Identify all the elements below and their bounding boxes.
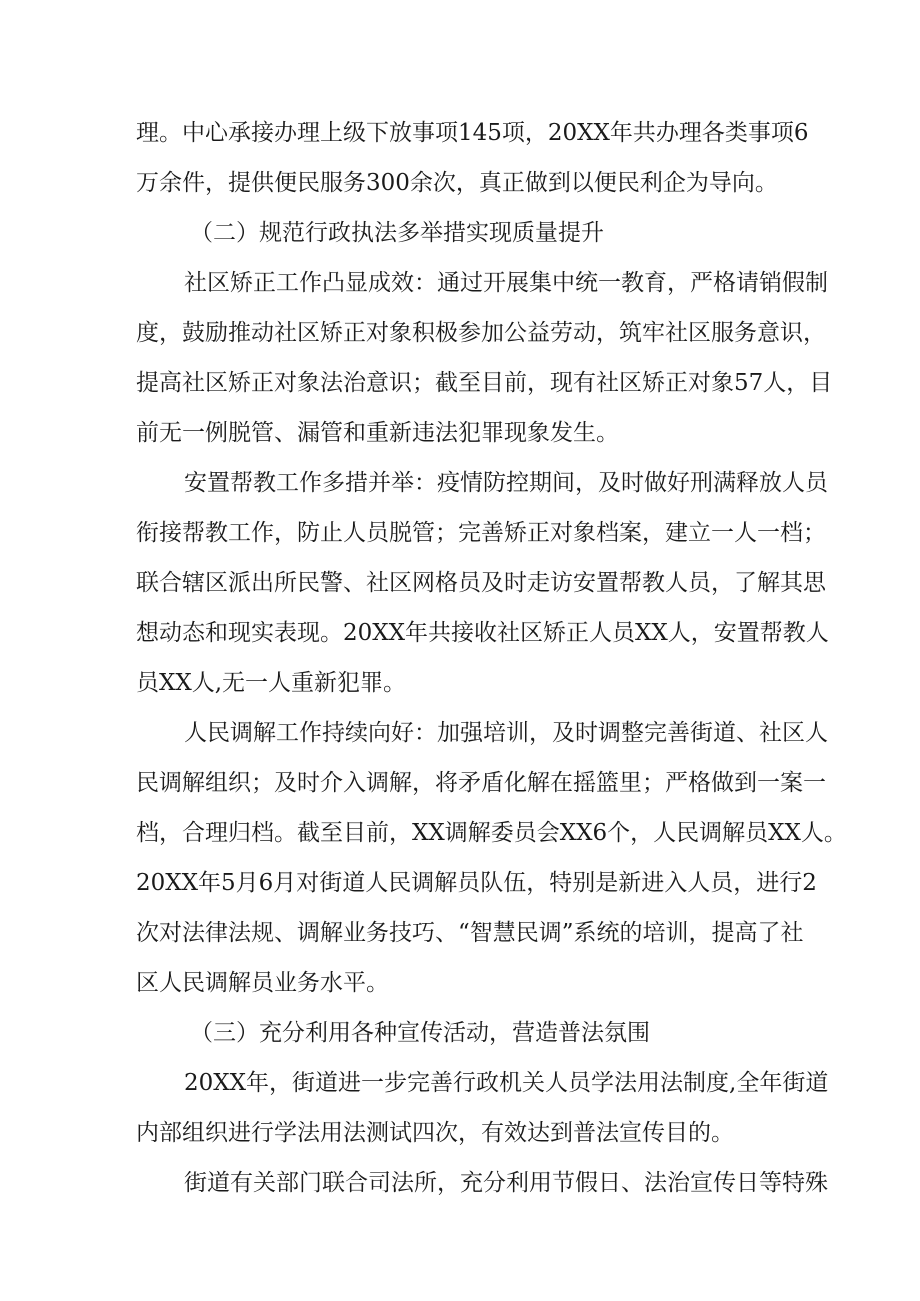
paragraph-line: 想动态和现实表现。20XX年共接收社区矫正人员XX人，安置帮教人 — [136, 620, 829, 646]
section-heading: （三）充分利用各种宣传活动，营造普法氛围 — [190, 1020, 650, 1046]
paragraph-line: 人民调解工作持续向好：加强培训，及时调整完善街道、社区人 — [184, 720, 828, 746]
paragraph-line: 安置帮教工作多措并举：疫情防控期间，及时做好刑满释放人员 — [184, 470, 828, 496]
paragraph-line: 员XX人,无一人重新犯罪。 — [136, 670, 407, 696]
paragraph-line: 社区矫正工作凸显成效：通过开展集中统一教育，严格请销假制 — [184, 270, 828, 296]
paragraph-line: 区人民调解员业务水平。 — [136, 970, 389, 996]
paragraph-line: 20XX年5月6月对街道人民调解员队伍，特别是新进入人员，进行2 — [136, 870, 817, 896]
paragraph-line: 万余件，提供便民服务300余次，真正做到以便民利企为导向。 — [136, 170, 778, 196]
paragraph-line: 次对法律法规、调解业务技巧、“智慧民调”系统的培训，提高了社 — [136, 920, 804, 946]
paragraph-line: 度，鼓励推动社区矫正对象积极参加公益劳动，筑牢社区服务意识， — [136, 320, 826, 346]
paragraph-line: 街道有关部门联合司法所，充分利用节假日、法治宣传日等特殊 — [184, 1170, 828, 1196]
paragraph-line: 内部组织进行学法用法测试四次，有效达到普法宣传目的。 — [136, 1120, 734, 1146]
section-heading: （二）规范行政执法多举措实现质量提升 — [190, 220, 604, 246]
paragraph-line: 联合辖区派出所民警、社区网格员及时走访安置帮教人员，了解其思 — [136, 570, 826, 596]
paragraph-line: 前无一例脱管、漏管和重新违法犯罪现象发生。 — [136, 420, 619, 446]
paragraph-line: 理。中心承接办理上级下放事项145项，20XX年共办理各类事项6 — [136, 120, 809, 146]
paragraph-line: 民调解组织；及时介入调解，将矛盾化解在摇篮里；严格做到一案一 — [136, 770, 826, 796]
paragraph-line: 20XX年，街道进一步完善行政机关人员学法用法制度,全年街道 — [184, 1070, 829, 1096]
paragraph-line: 档，合理归档。截至目前，XX调解委员会XX6个，人民调解员XX人。 — [136, 820, 847, 846]
paragraph-line: 提高社区矫正对象法治意识；截至目前，现有社区矫正对象57人，目 — [136, 370, 833, 396]
paragraph-line: 衔接帮教工作，防止人员脱管；完善矫正对象档案，建立一人一档； — [136, 520, 826, 546]
